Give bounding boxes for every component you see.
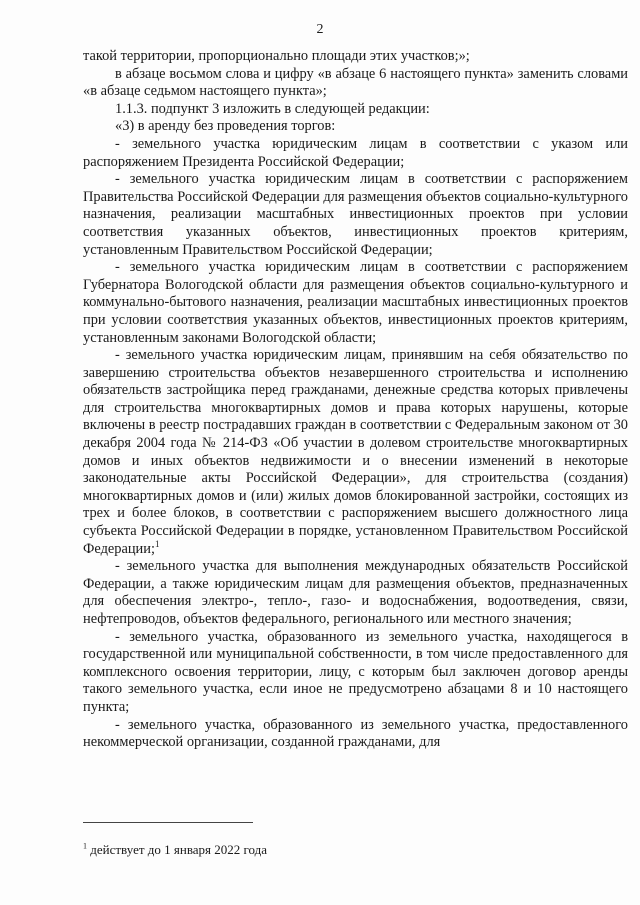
- list-item-state-municipal-land: - земельного участка, образованного из земельного участка, находящегося в государственной или муниципальной собственности, в том числе предоставленного для комплексного освоения территории, лицу, с которым был заключен договор аренды такого земельного участка, если иное не предусмотрено абзацами 8 и 10 настоящего пункта;: [83, 628, 628, 715]
- footnote: [83, 842, 267, 858]
- footnote-reference: 1: [154, 538, 160, 549]
- document-body: [83, 48, 628, 752]
- list-item-governor-order: - земельного участка юридическим лицам в соответствии с распоряжением Губернатора Вологодской области для размещения объектов социально-культурного и коммунально-бытового назначения, реализации масштабных инвестиционных проектов при условии соответствия указанных объектов, инвестиционных проектов критериям, установленным законами Вологодской области;: [83, 259, 628, 346]
- list-item-unfinished-construction: [83, 347, 628, 558]
- footnote-marker: 1: [83, 841, 87, 851]
- paragraph-subclause-1-1-3: 1.1.3. подпункт 3 изложить в следующей редакции:: [115, 100, 430, 117]
- paragraph-lease-heading: «3) в аренду без проведения торгов:: [115, 118, 336, 135]
- footnote-text: действует до 1 января 2022 года: [90, 842, 268, 857]
- list-item-unfinished-construction-text: - земельного участка юридическим лицам, принявшим на себя обязательство по завершению строительства объектов незавершенного строительства и исполнению обязательств застройщика перед гражданами, денежные средства которых привлечены для строительства многоквартирных домов и права которых нарушены, которые включены в реестр пострадавших граждан в соответствии с Федеральным законом от 30 декабря 2004 года № 214-ФЗ «Об участии в долевом строительстве многоквартирных домов и иных объектов недвижимости и о внесении изменений в некоторые законодательные акты Российской Федерации», для строительства (создания) многоквартирных домов и (или) жилых домов блокированной застройки, состоящих из трех и более блоков, в соответствии с распоряжением высшего должностного лица субъекта Российской Федерации в порядке, установленном Правительством Российской Федерации;: [83, 347, 628, 557]
- list-item-nonprofit-land: - земельного участка, образованного из земельного участка, предоставленного некоммерческой организации, созданной гражданами, для: [83, 716, 628, 751]
- list-item-president-decree: - земельного участка юридическим лицам в соответствии с указом или распоряжением Президента Российской Федерации;: [83, 135, 628, 170]
- footnote-divider: [83, 822, 253, 823]
- list-item-international-obligations: - земельного участка для выполнения международных обязательств Российской Федерации, а также юридическим лицам для размещения объектов, предназначенных для обеспечения электро-, тепло-, газо- и водоснабжения, водоотведения, связи, нефтепроводов, объектов федерального, регионального или местного значения;: [83, 558, 628, 627]
- list-item-government-order: - земельного участка юридическим лицам в соответствии с распоряжением Правительства Российской Федерации для размещения объектов социально-культурного назначения, реализации масштабных инвестиционных проектов при условии соответствия указанных объектов, инвестиционных проектов критериям, установленным Правительством Российской Федерации;: [83, 171, 628, 258]
- page-number: 2: [316, 22, 324, 37]
- paragraph-amendment-8: в абзаце восьмом слова и цифру «в абзаце 6 настоящего пункта» заменить словами «в абзаце седьмом настоящего пункта»;: [83, 65, 628, 100]
- paragraph-continuation: такой территории, пропорционально площади этих участков;»;: [83, 48, 470, 64]
